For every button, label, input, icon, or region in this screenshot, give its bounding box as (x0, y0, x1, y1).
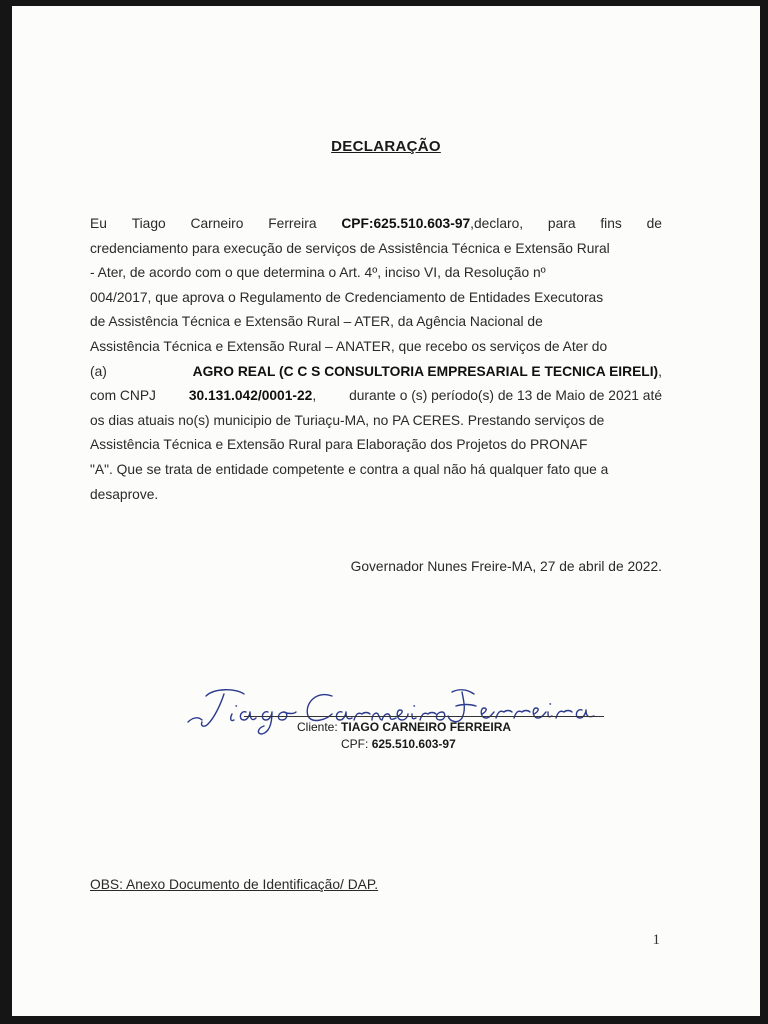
cpf-value: 625.510.603-97 (371, 737, 456, 751)
signature-line (244, 716, 604, 717)
paragraph-line (90, 310, 662, 335)
declaration-paragraph (90, 212, 662, 507)
bold-text: CPF:625.510.603-97 (341, 216, 471, 231)
punctuation: , (658, 363, 662, 379)
client-cpf-line (341, 737, 456, 751)
paragraph-segment: Assistência Técnica e Extensão Rural – ANATER, que recebo os serviços de Ater do (90, 338, 608, 354)
paragraph-segment: - Ater, de acordo com o que determina o Art. 4º, inciso VI, da Resolução nº (90, 265, 546, 281)
paragraph-segment: Ferreira (268, 216, 317, 231)
paragraph-segment (341, 212, 523, 237)
paragraph-line (90, 433, 662, 458)
paragraph-line (90, 384, 662, 409)
document-page (12, 6, 760, 1016)
paragraph-segment: Tiago (131, 216, 166, 231)
paragraph-segment: Carneiro (190, 216, 244, 231)
paragraph-line (90, 458, 662, 483)
paragraph-segment: Assistência Técnica e Extensão Rural para Elaboração dos Projetos do PRONAF (90, 437, 588, 453)
paragraph-line (90, 261, 662, 286)
paragraph-line (90, 483, 662, 508)
paragraph-segment: credenciamento para execução de serviços de Assistência Técnica e Extensão Rural (90, 240, 610, 256)
paragraph-line (90, 212, 662, 237)
obs-note: OBS: Anexo Documento de Identificação/ DAP. (90, 877, 379, 892)
paragraph-line (90, 286, 662, 311)
bold-text: 30.131.042/0001-22 (188, 388, 313, 404)
paragraph-segment: Eu (90, 216, 107, 231)
signature-block (184, 674, 604, 764)
paragraph-line (90, 409, 662, 434)
client-name-line (297, 720, 511, 734)
paragraph-segment: (a) (90, 363, 107, 379)
paragraph-segment: "A". Que se trata de entidade competente e contra a qual não há qualquer fato que a (90, 461, 609, 477)
page-number: 1 (652, 932, 660, 948)
paragraph-segment: durante o (s) período(s) de 13 de Maio de 2021 até (349, 388, 662, 404)
cpf-label: CPF: (341, 737, 369, 751)
bold-text: AGRO REAL (C C S CONSULTORIA EMPRESARIAL E TECNICA EIRELI) (192, 363, 659, 379)
paragraph-segment: 004/2017, que aprova o Regulamento de Credenciamento de Entidades Executoras (90, 289, 604, 305)
paragraph-segment: de (646, 216, 662, 231)
paragraph-segment: os dias atuais no(s) municipio de Turiaçu-MA, no PA CERES. Prestando serviços de (90, 412, 605, 428)
paragraph-line (90, 237, 662, 262)
paragraph-segment: com CNPJ (90, 388, 156, 404)
paragraph-line (90, 360, 662, 385)
place-and-date: Governador Nunes Freire-MA, 27 de abril de 2022. (350, 559, 662, 574)
paragraph-segment (189, 384, 316, 409)
paragraph-segment (193, 360, 662, 385)
paragraph-segment: para (547, 216, 576, 231)
document-title: DECLARAÇÃO (331, 138, 441, 155)
paragraph-line (90, 335, 662, 360)
punctuation: , (312, 388, 317, 404)
client-label: Cliente: (297, 720, 338, 734)
paragraph-segment: desaprove. (90, 486, 159, 502)
paragraph-segment: fins (600, 216, 622, 231)
punctuation: ,declaro, (470, 216, 524, 231)
paragraph-segment: de Assistência Técnica e Extensão Rural – ATER, da Agência Nacional de (90, 314, 543, 330)
client-name: TIAGO CARNEIRO FERREIRA (341, 720, 512, 734)
